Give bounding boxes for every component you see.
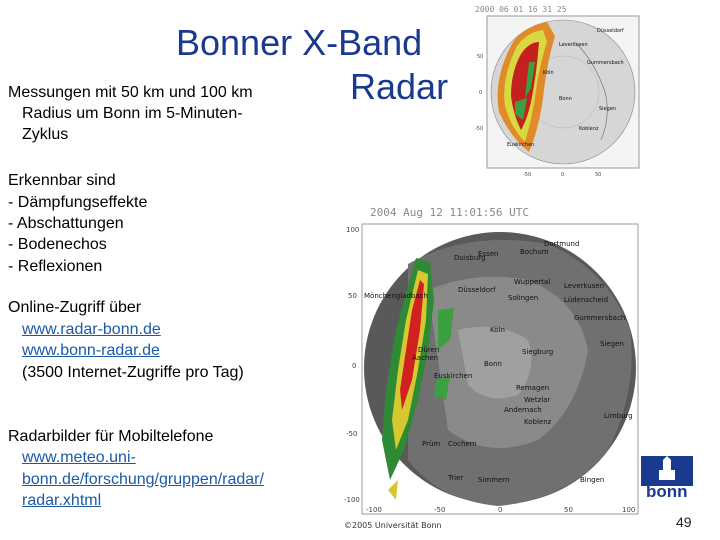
slide-title-line1: Bonner X-Band (176, 22, 423, 63)
mobile-heading: Radarbilder für Mobiltelefone (8, 428, 214, 445)
radar-small-place: Bonn (559, 96, 572, 102)
radar-large-place: Lüdenscheid (564, 296, 609, 304)
radar-large-place: Aachen (412, 354, 439, 362)
radar-large-ytick: 50 (348, 292, 357, 300)
radar-large-place: Bingen (580, 476, 605, 484)
radar-large-place: Siegburg (522, 348, 554, 356)
radar-large-ytick: -50 (346, 430, 358, 438)
radar-large-place: Bonn (484, 360, 502, 368)
radar-large-place: Cochem (448, 440, 477, 448)
radar-image-2004 (338, 200, 640, 532)
radar-large-xtick: 50 (564, 506, 573, 514)
radar-large-place: Koblenz (524, 418, 552, 426)
radar-large-place: Simmern (478, 476, 510, 484)
radar-large-place: Köln (490, 326, 505, 334)
mobile-link-part2[interactable]: bonn.de/forschung/gruppen/radar/ (22, 471, 264, 488)
radar-large-place: Mönchengladbach (364, 292, 428, 300)
radar-small-xtick: -50 (523, 172, 532, 178)
radar-small-ytick: -50 (475, 126, 484, 132)
radar-large-place: Duisburg (454, 254, 486, 262)
radar-large-xtick: -50 (434, 506, 446, 514)
access-count-note: (3500 Internet-Zugriffe pro Tag) (22, 364, 244, 381)
radar-small-place: Euskirchen (507, 142, 535, 148)
radar-image-2000 (455, 2, 645, 180)
radar-large-xtick: 0 (498, 506, 503, 514)
mobile-link-part3[interactable]: radar.xhtml (22, 492, 102, 509)
radar-small-xtick: 0 (561, 172, 565, 178)
radar-large-place: Gummersbach (574, 314, 626, 322)
effects-item: - Abschattungen (8, 215, 124, 232)
radar-large-ytick: 100 (346, 226, 360, 234)
radar-large-place: Euskirchen (434, 372, 473, 380)
radar-large-place: Wuppertal (514, 278, 551, 286)
radar-small-place: Köln (543, 70, 554, 76)
radar-small-ytick: 50 (477, 54, 484, 60)
logo-text: bonn (646, 482, 688, 501)
intro-line1: Messungen mit 50 km und 100 km (8, 84, 253, 101)
radar-large-place: Bochum (520, 248, 549, 256)
radar-large-place: Dortmund (544, 240, 580, 248)
radar-small-place: Koblenz (579, 126, 599, 132)
radar-large-place: Prüm (422, 440, 441, 448)
intro-line2: Radius um Bonn im 5-Minuten- (22, 105, 243, 122)
radar-large-ytick: -100 (344, 496, 360, 504)
radar-large-place: Trier (448, 474, 464, 482)
radar-large-place: Leverkusen (564, 282, 605, 290)
radar-large-copyright: ©2005 Universität Bonn (344, 521, 442, 530)
online-heading: Online-Zugriff über (8, 299, 142, 316)
mobile-link-part1[interactable]: www.meteo.uni- (22, 449, 136, 466)
radar-large-ytick: 0 (352, 362, 357, 370)
radar-small-place: Leverkusen (559, 42, 588, 48)
radar-large-place: Düren (418, 346, 440, 354)
radar-small-timestamp: 2000 06 01 16 31 25 (475, 5, 567, 14)
radar-small-xtick: 50 (595, 172, 602, 178)
effects-item: - Bodenechos (8, 236, 107, 253)
intro-line3: Zyklus (22, 126, 69, 143)
radar-large-place: Remagen (516, 384, 550, 392)
effects-item: - Dämpfungseffekte (8, 194, 148, 211)
radar-large-xtick: 100 (622, 506, 636, 514)
radar-large-place: Essen (478, 250, 499, 258)
radar-large-place: Andernach (504, 406, 542, 414)
radar-small-place: Siegen (599, 106, 617, 112)
radar-small-ytick: 0 (479, 90, 483, 96)
radar-large-place: Siegen (600, 340, 624, 348)
radar-large-place: Limburg (604, 412, 633, 420)
radar-large-xtick: -100 (366, 506, 382, 514)
radar-bonn-link[interactable]: www.radar-bonn.de (22, 321, 161, 338)
radar-small-place: Düsseldorf (597, 28, 624, 34)
radar-large-place: Wetzlar (524, 396, 551, 404)
page-number: 49 (676, 514, 692, 530)
effects-item: - Reflexionen (8, 258, 103, 275)
effects-heading: Erkennbar sind (8, 172, 116, 189)
radar-large-place: Düsseldorf (458, 286, 496, 294)
bonn-radar-link[interactable]: www.bonn-radar.de (22, 342, 160, 359)
radar-large-timestamp: 2004 Aug 12 11:01:56 UTC (370, 206, 529, 219)
radar-small-place: Gummersbach (587, 60, 624, 66)
radar-large-place: Solingen (508, 294, 539, 302)
slide-title-line2: Radar (350, 66, 449, 107)
